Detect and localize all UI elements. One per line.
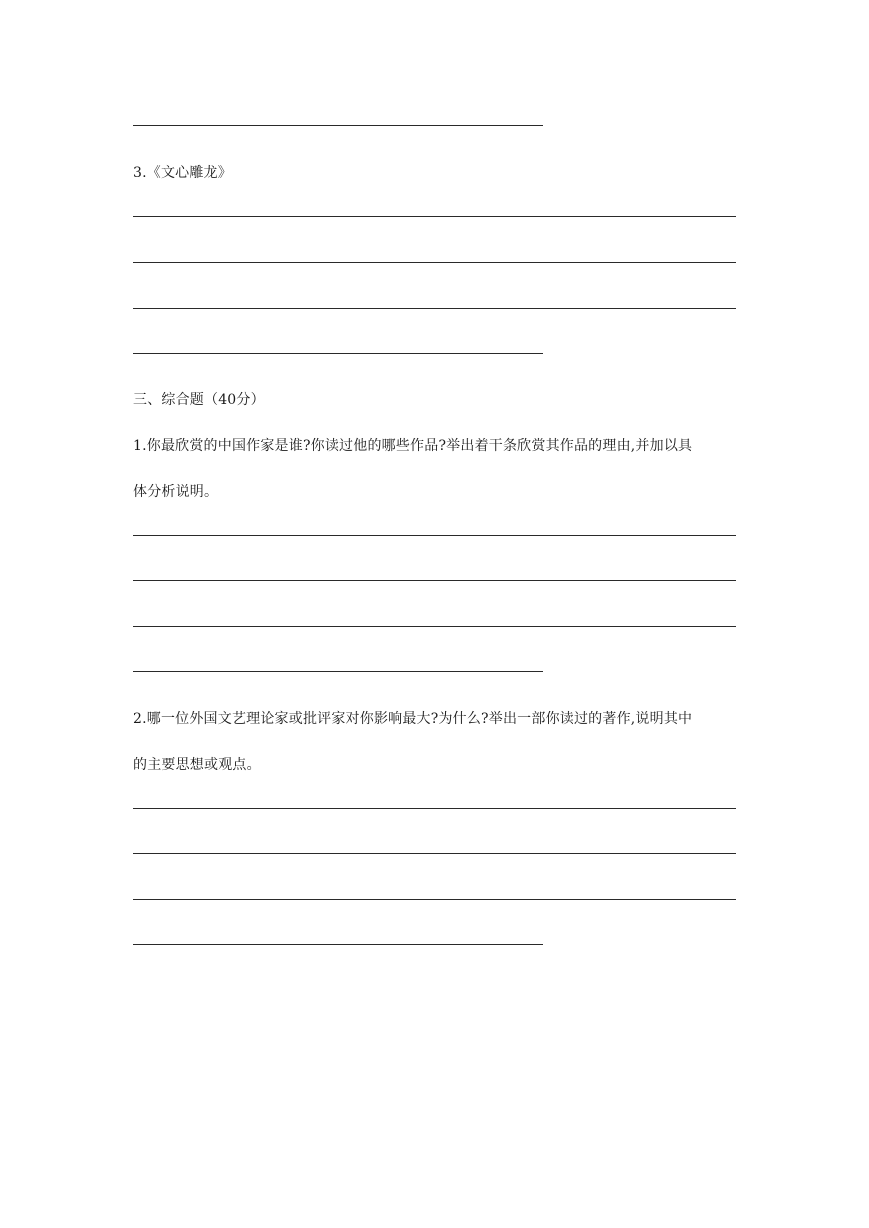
- answer-line[interactable]: [133, 262, 736, 263]
- question-text-line: 2.哪一位外国文艺理论家或批评家对你影响最大?为什么?举出一部你读过的著作,说明其中: [133, 711, 693, 727]
- answer-line[interactable]: [133, 535, 736, 536]
- question-text-line: 的主要思想或观点。: [133, 757, 261, 773]
- answer-line[interactable]: [133, 944, 543, 945]
- answer-line[interactable]: [133, 125, 543, 126]
- answer-line[interactable]: [133, 899, 736, 900]
- answer-line[interactable]: [133, 626, 736, 627]
- question-text-line: 体分析说明。: [133, 484, 219, 500]
- section-heading: 三、综合题（40分）: [133, 392, 265, 408]
- answer-line[interactable]: [133, 353, 543, 354]
- answer-line[interactable]: [133, 580, 736, 581]
- answer-line[interactable]: [133, 308, 736, 309]
- answer-line[interactable]: [133, 671, 543, 672]
- question-text-line: 1.你最欣赏的中国作家是谁?你读过他的哪些作品?举出着干条欣赏其作品的理由,并加以具: [133, 438, 693, 454]
- answer-line[interactable]: [133, 853, 736, 854]
- question-heading: 3.《文心雕龙》: [133, 165, 232, 181]
- answer-line[interactable]: [133, 216, 736, 217]
- answer-line[interactable]: [133, 808, 736, 809]
